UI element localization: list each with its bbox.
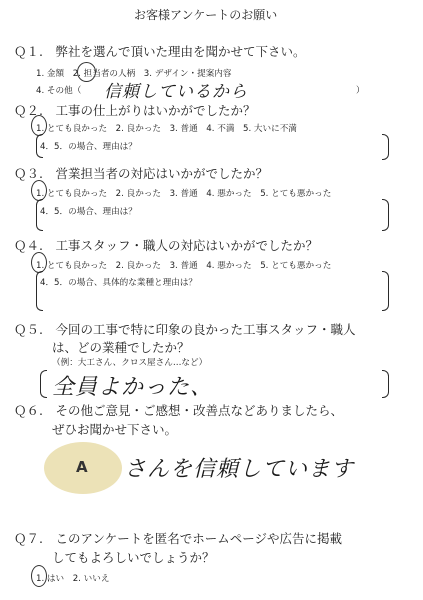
q3-answer-circle (31, 180, 47, 201)
q3-bracket-right (382, 199, 389, 231)
q5-bracket-right (382, 370, 389, 398)
q1-answer-circle (77, 62, 96, 82)
q6-question-line2: ぜひお聞かせ下さい。 (52, 422, 178, 437)
q5-handwritten-answer: 全員よかった、 (52, 375, 214, 400)
q2-reason-label: 4．5．の場合、理由は？ (40, 142, 137, 152)
q1-question: Ｑ１. 弊社を選んで頂いた理由を聞かせて下さい。 (14, 44, 306, 59)
q6-question-line1: Ｑ６. その他ご意見・ご感想・改善点などありましたら、 (14, 403, 343, 418)
q1-handwritten-answer: 信頼しているから (104, 82, 248, 102)
q7-options: 1. はい 2. いいえ (36, 574, 110, 584)
q5-bracket-left (40, 370, 47, 398)
q5-question-line2: は、どの業種でしたか？ (52, 340, 190, 355)
q3-options: 1. とても良かった 2. 良かった 3. 普通 4. 悪かった 5. とても悪かった (36, 189, 332, 199)
q1-other-label: 4. その他（ (36, 86, 82, 96)
q2-question: Ｑ２. 工事の仕上がりはいかがでしたか？ (14, 103, 256, 118)
q7-answer-circle (31, 565, 47, 587)
q1-other-close: ） (356, 86, 365, 96)
q7-question-line1: Ｑ７. このアンケートを匿名でホームページや広告に掲載 (14, 531, 342, 546)
q1-options: 1. 金額 2. 担当者の人柄 3. デザイン・提案内容 (36, 69, 232, 79)
q4-bracket-left (36, 271, 43, 311)
q2-answer-circle (31, 115, 47, 136)
q4-question: Ｑ４. 工事スタッフ・職人の対応はいかがでしたか？ (14, 238, 318, 253)
q5-example: （例：大工さん、クロス屋さん…など） (52, 358, 208, 368)
q6-handwritten-answer: さんを信頼しています (124, 457, 355, 482)
redaction-label: A (76, 458, 88, 476)
q7-question-line2: してもよろしいでしょうか？ (52, 550, 215, 565)
q4-bracket-right (382, 271, 389, 311)
q2-options: 1. とても良かった 2. 良かった 3. 普通 4. 不満 5. 大いに不満 (36, 124, 297, 134)
q4-options: 1. とても良かった 2. 良かった 3. 普通 4. 悪かった 5. とても悪かった (36, 261, 332, 271)
q5-question-line1: Ｑ５. 今回の工事で特に印象の良かった工事スタッフ・職人 (14, 322, 356, 337)
q2-bracket-left (36, 134, 43, 158)
q4-answer-circle (31, 252, 47, 273)
q4-reason-label: 4．5．の場合、具体的な業種と理由は？ (40, 278, 198, 288)
form-title: お客様アンケートのお願い (134, 8, 278, 22)
q3-question: Ｑ３. 営業担当者の対応はいかがでしたか？ (14, 166, 268, 181)
q2-bracket-right (382, 134, 389, 160)
q3-bracket-left (36, 199, 43, 231)
q3-reason-label: 4．5．の場合、理由は？ (40, 207, 137, 217)
